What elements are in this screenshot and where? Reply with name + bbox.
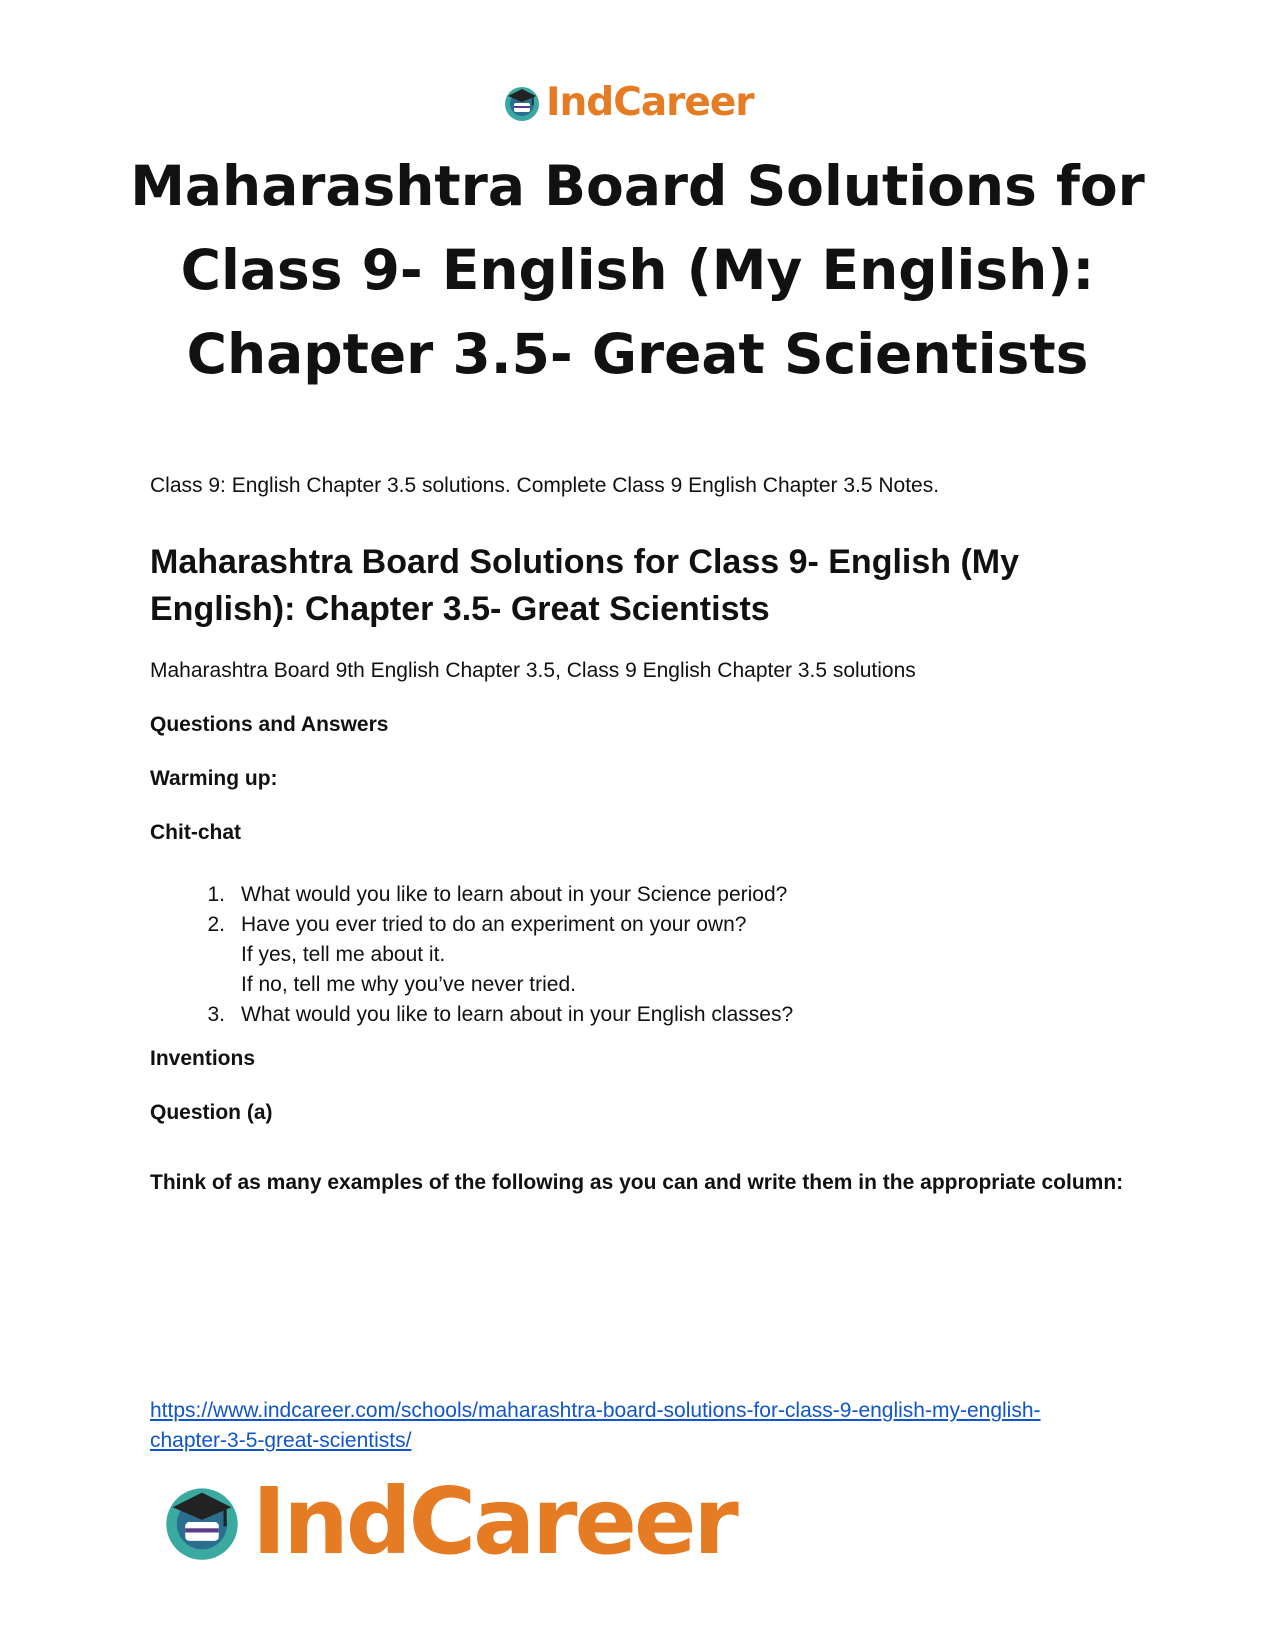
list-item-text: What would you like to learn about in your English classes? [241,1003,794,1026]
warming-up-label: Warming up: [150,767,278,790]
source-link[interactable] [150,1396,1135,1456]
graduation-cap-icon [160,1480,244,1564]
intro-text: Class 9: English Chapter 3.5 solutions. Complete Class 9 English Chapter 3.5 Notes. [150,474,940,497]
list-item-text: What would you like to learn about in your Science period? [241,883,788,906]
qa-label: Questions and Answers [150,713,389,736]
title-line: Chapter 3.5- Great Scientists [186,322,1089,386]
list-item-text: Have you ever tried to do an experiment on your own? [241,913,747,936]
instruction-text: Think of as many examples of the following as you can and write them in the appropriate column: [150,1171,1124,1194]
question-a-label: Question (a) [150,1101,273,1124]
title-line: Class 9- English (My English): [180,238,1095,302]
section-heading: Maharashtra Board Solutions for Class 9- English (My English): Chapter 3.5- Great Scientists [150,543,1020,628]
graduation-cap-icon [502,83,542,123]
list-item [150,880,793,910]
inventions-label: Inventions [150,1047,256,1070]
page-title [0,144,1275,396]
list-item [150,910,793,1000]
source-link-line[interactable]: chapter-3-5-great-scientists/ [150,1429,412,1452]
list-number: 2. [207,913,225,936]
brand-wordmark: IndCareer [546,80,754,125]
source-link-line[interactable]: https://www.indcareer.com/schools/maharashtra-board-solutions-for-class-9-english-my-english- [150,1399,1041,1422]
list-number: 1. [207,883,225,906]
chit-chat-label: Chit-chat [150,821,241,844]
list-number: 3. [207,1003,225,1026]
question-list [150,880,793,1030]
list-item-text: If yes, tell me about it. [241,943,446,966]
subline-text: Maharashtra Board 9th English Chapter 3.5, Class 9 English Chapter 3.5 solutions [150,659,916,682]
list-item-text: If no, tell me why you’ve never tried. [241,973,576,996]
title-line: Maharashtra Board Solutions for [130,154,1145,218]
brand-logo-bottom [160,1468,736,1575]
list-item [150,1000,793,1030]
brand-logo-top [502,80,754,125]
brand-wordmark: IndCareer [252,1468,736,1575]
